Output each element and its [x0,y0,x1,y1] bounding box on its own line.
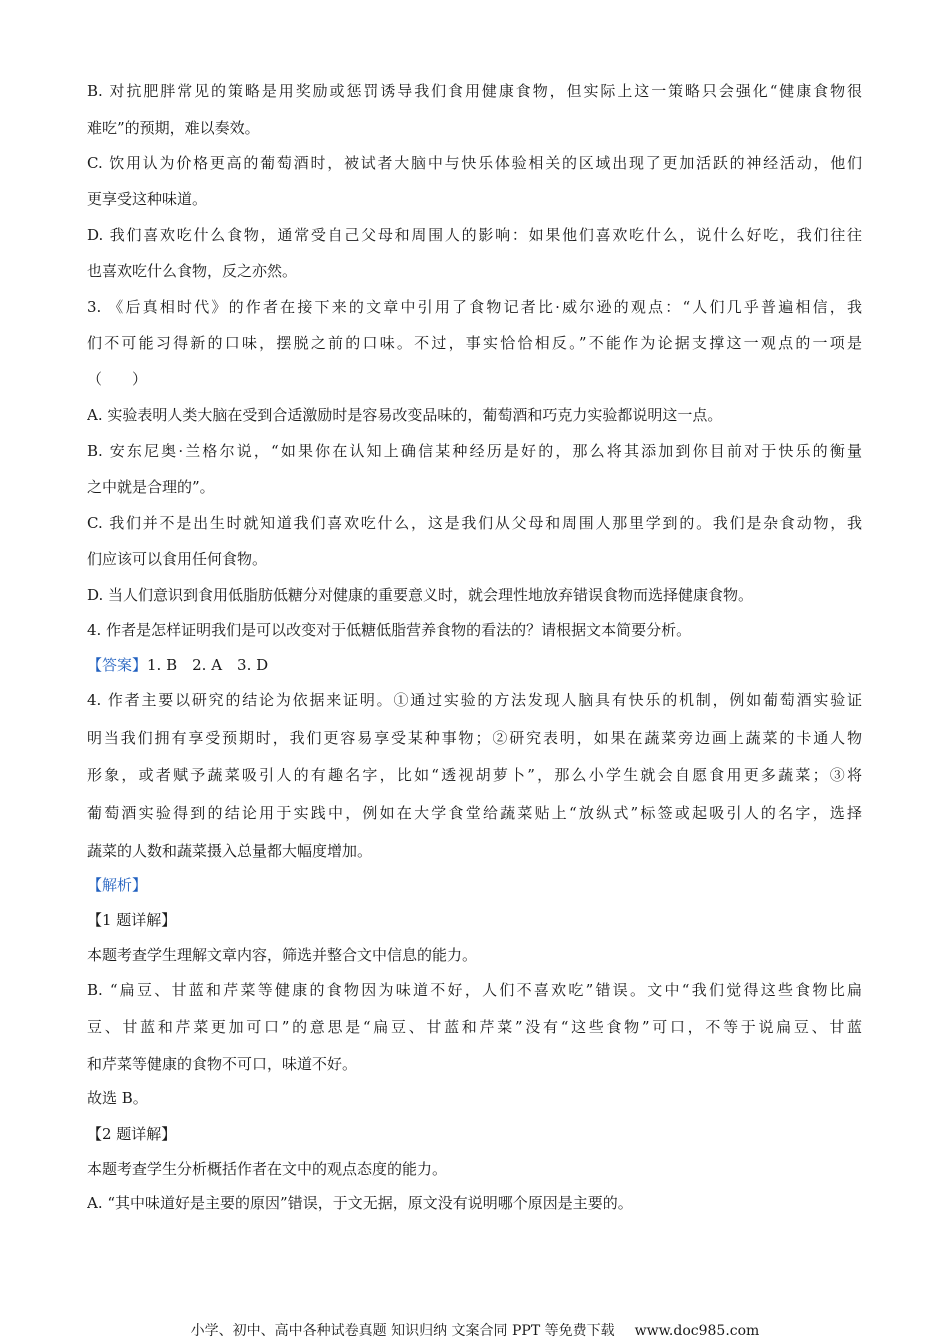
q2-option-c-line1: C. 饮用认为价格更高的葡萄酒时，被试者大脑中与快乐体验相关的区域出现了更加活跃的神经活动，他们 [87,154,862,172]
q3-option-c-line2: 们应该可以食用任何食物。 [87,550,268,568]
detail-1-choice: 故选 B。 [87,1089,148,1107]
q2-option-d-line1: D. 我们喜欢吃什么食物，通常受自己父母和周围人的影响：如果他们喜欢吃什么，说什么好吃，我们往往 [87,226,862,244]
answer-choices: 1. B 2. A 3. D [147,656,269,674]
footer-url[interactable]: www.doc985.com [634,1323,760,1339]
q4-answer-line1: 4. 作者主要以研究的结论为依据来证明。①通过实验的方法发现人脑具有快乐的机制，例如葡萄酒实验证 [87,691,862,709]
q4-stem: 4. 作者是怎样证明我们是可以改变对于低糖低脂营养食物的看法的？请根据文本简要分析。 [87,621,692,639]
detail-1-line2: 豆、甘蓝和芹菜更加可口”的意思是“扁豆、甘蓝和芹菜”没有“这些食物”可口，不等于说扁豆、甘蓝 [87,1018,862,1036]
q2-option-b-line1: B. 对抗肥胖常见的策略是用奖励或惩罚诱导我们食用健康食物，但实际上这一策略只会强化“健康食物很 [87,82,862,100]
q3-answer-blank: （ ） [87,370,148,388]
q3-stem-line1: 3. 《后真相时代》的作者在接下来的文章中引用了食物记者比·威尔逊的观点：“人们几乎普遍相信，我 [87,298,862,316]
q4-answer-line2: 明当我们拥有享受预期时，我们更容易享受某种事物；②研究表明，如果在蔬菜旁边画上蔬菜的卡通人物 [87,729,862,747]
answer-label: 【答案】 [87,656,148,674]
detail-1-line3: 和芹菜等健康的食物不可口，味道不好。 [87,1055,358,1073]
q2-option-d-line2: 也喜欢吃什么食物，反之亦然。 [87,262,298,280]
footer-text: 小学、初中、高中各种试卷真题 知识归纳 文案合同 PPT 等免费下载 [190,1323,615,1339]
q3-option-a: A. 实验表明人类大脑在受到合适激励时是容易改变品味的，葡萄酒和巧克力实验都说明这一点。 [87,406,723,424]
q2-option-c-line2: 更享受这种味道。 [87,190,208,208]
page-footer [0,1322,950,1340]
q3-option-b-line2: 之中就是合理的”。 [87,478,215,496]
detail-1-line1: B. “扁豆、甘蓝和芹菜等健康的食物因为味道不好，人们不喜欢吃”错误。文中“我们觉得这些食物比扁 [87,981,862,999]
answer-summary [87,655,862,675]
q4-answer-line4: 葡萄酒实验得到的结论用于实践中，例如在大学食堂给蔬菜贴上“放纵式”标签或起吸引人的名字，选择 [87,804,862,822]
detail-2-line1: A. “其中味道好是主要的原因”错误，于文无据，原文没有说明哪个原因是主要的。 [87,1194,633,1212]
q3-option-d: D. 当人们意识到食用低脂肪低糖分对健康的重要意义时，就会理性地放弃错误食物而选择健康食物。 [87,586,754,604]
q3-option-b-line1: B. 安东尼奥·兰格尔说，“如果你在认知上确信某种经历是好的，那么将其添加到你目前对于快乐的衡量 [87,442,862,460]
q2-option-b-line2: 难吃”的预期，难以奏效。 [87,119,260,137]
detail-2-title: 【2 题详解】 [87,1125,177,1143]
q4-answer-line5: 蔬菜的人数和蔬菜摄入总量都大幅度增加。 [87,842,373,860]
q3-option-c-line1: C. 我们并不是出生时就知道我们喜欢吃什么，这是我们从父母和周围人那里学到的。我们是杂食动物，我 [87,514,862,532]
q4-answer-line3: 形象，或者赋予蔬菜吸引人的有趣名字，比如“透视胡萝卜”，那么小学生就会自愿食用更多蔬菜；③将 [87,766,862,784]
analysis-label: 【解析】 [87,876,148,894]
detail-2-intro: 本题考查学生分析概括作者在文中的观点态度的能力。 [87,1160,448,1178]
q3-stem-line2: 们不可能习得新的口味，摆脱之前的口味。不过，事实恰恰相反。”不能作为论据支撑这一观点的一项是 [87,334,862,352]
detail-1-intro: 本题考查学生理解文章内容，筛选并整合文中信息的能力。 [87,946,478,964]
detail-1-title: 【1 题详解】 [87,911,177,929]
